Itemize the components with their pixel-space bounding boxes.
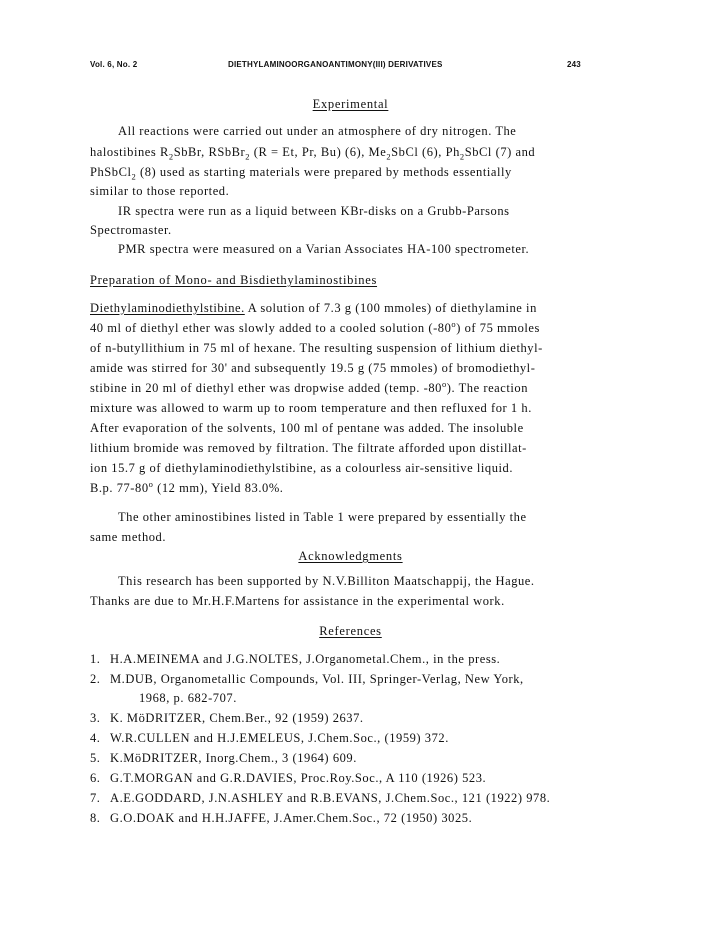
preparation-line: ion 15.7 g of diethylaminodiethylstibine, as a colourless air-sensitive liquid. <box>90 461 513 475</box>
preparation-line: mixture was allowed to warm up to room temperature and then refluxed for 1 h. <box>90 401 532 415</box>
list-item: 1. H.A.MEINEMA and J.G.NOLTES, J.Organometal.Chem., in the press. <box>90 652 501 666</box>
experimental-line: PhSbCl$_2$ (8) used as starting materials were prepared by methods essentially <box>90 165 512 182</box>
preparation-line: amide was stirred for 30' and subsequently 19.5 g (75 mmoles) of bromodiethyl- <box>90 361 536 375</box>
experimental-line: Spectromaster. <box>90 223 172 237</box>
preparation-line: Diethylaminodiethylstibine. A solution of 7.3 g (100 mmoles) of diethylamine in <box>90 301 537 315</box>
experimental-heading: Experimental <box>312 97 389 111</box>
list-item: 2. M.DUB, Organometallic Compounds, Vol. III, Springer-Verlag, New York, <box>90 672 524 686</box>
experimental-line: PMR spectra were measured on a Varian Associates HA-100 spectrometer. <box>118 242 530 256</box>
list-item-continuation: 1968, p. 682-707. <box>139 691 237 705</box>
volume-label: Vol. 6, No. 2 <box>90 60 138 69</box>
experimental-line: similar to those reported. <box>90 184 230 198</box>
preparation-line: B.p. 77-80$^o$ (12 mm), Yield 83.0%. <box>90 478 284 495</box>
list-item: 7. A.E.GODDARD, J.N.ASHLEY and R.B.EVANS, J.Chem.Soc., 121 (1922) 978. <box>90 791 551 805</box>
preparation-line: The other aminostibines listed in Table 1 were prepared by essentially the <box>118 510 527 524</box>
list-item: 8. G.O.DOAK and H.H.JAFFE, J.Amer.Chem.Soc., 72 (1950) 3025. <box>90 811 473 825</box>
experimental-line: IR spectra were run as a liquid between KBr-disks on a Grubb-Parsons <box>118 204 510 218</box>
preparation-line: stibine in 20 ml of diethyl ether was dropwise added (temp. -80$^o$). The reaction <box>90 378 529 395</box>
list-item: 6. G.T.MORGAN and G.R.DAVIES, Proc.Roy.Soc., A 110 (1926) 523. <box>90 771 487 785</box>
running-title: DIETHYLAMINOORGANOANTIMONY(III) DERIVATIVES <box>228 60 443 69</box>
preparation-heading: Preparation of Mono- and Bisdiethylaminostibines <box>90 273 378 287</box>
preparation-line: of n-butyllithium in 75 ml of hexane. The resulting suspension of lithium diethyl- <box>90 341 543 355</box>
preparation-line: same method. <box>90 530 167 544</box>
acknowledgments-line: Thanks are due to Mr.H.F.Martens for assistance in the experimental work. <box>90 594 505 608</box>
references-heading: References <box>319 624 382 638</box>
experimental-line: All reactions were carried out under an atmosphere of dry nitrogen. The <box>118 124 517 138</box>
preparation-line: After evaporation of the solvents, 100 ml of pentane was added. The insoluble <box>90 421 524 435</box>
preparation-line: lithium bromide was removed by filtration. The filtrate afforded upon distillat- <box>90 441 527 455</box>
list-item: 4. W.R.CULLEN and H.J.EMELEUS, J.Chem.Soc., (1959) 372. <box>90 731 449 745</box>
acknowledgments-line: This research has been supported by N.V.Billiton Maatschappij, the Hague. <box>118 574 535 588</box>
experimental-line: halostibines $R_2SbBr$, RSbBr$_2$ (R = Et, Pr, Bu) (6), $Me_2SbCl$ (6), $Ph_2SbCl$ (7) and <box>90 145 536 162</box>
list-item: 3. K. MöDRITZER, Chem.Ber., 92 (1959) 2637. <box>90 711 364 725</box>
preparation-line: 40 ml of diethyl ether was slowly added to a cooled solution (-80$^o$) of 75 mmoles <box>90 318 540 335</box>
list-item: 5. K.MöDRITZER, Inorg.Chem., 3 (1964) 609. <box>90 751 357 765</box>
acknowledgments-heading: Acknowledgments <box>298 549 403 563</box>
page-number: 243 <box>567 60 581 69</box>
